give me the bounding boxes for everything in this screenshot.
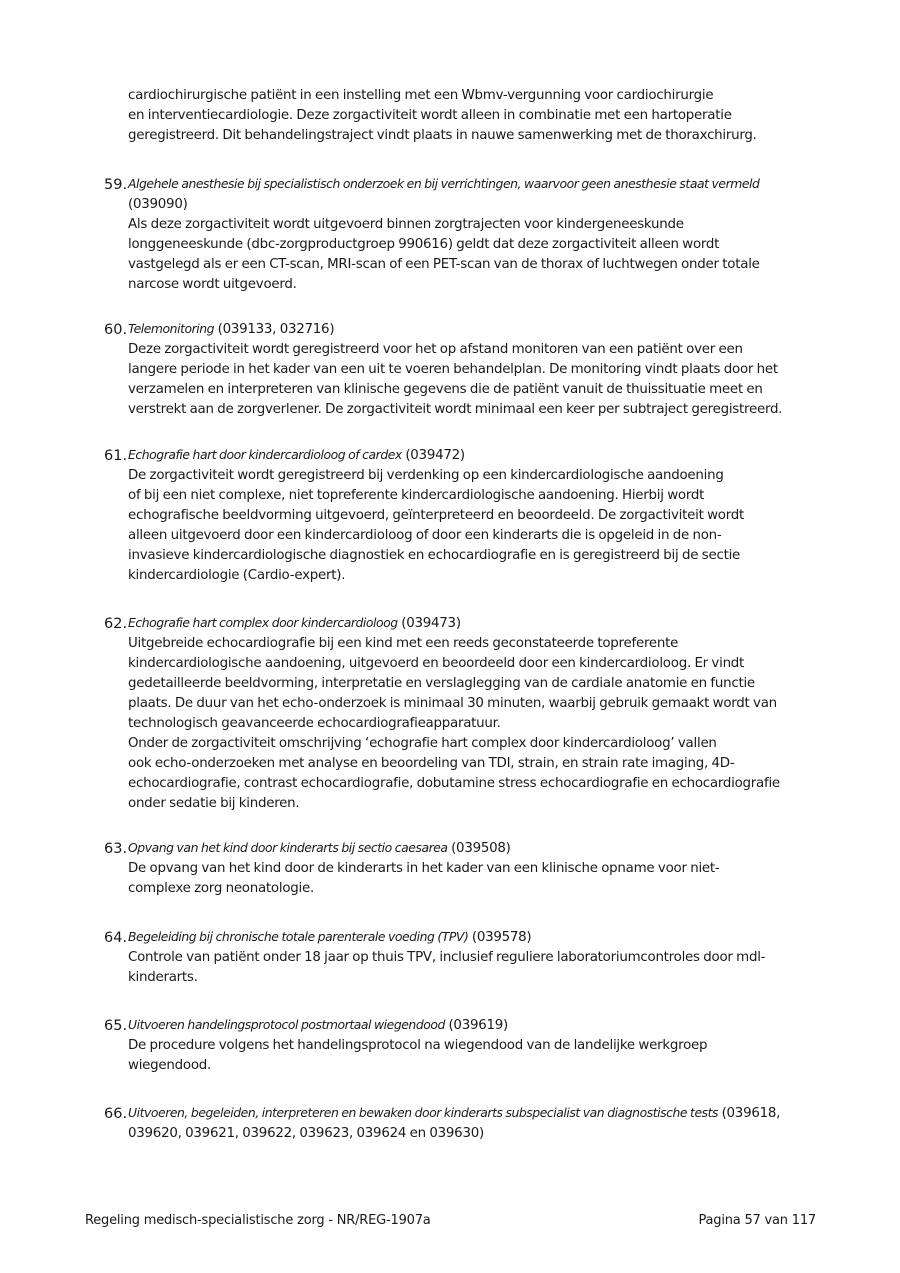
- item-text-line: De zorgactiviteit wordt geregistreerd bij verdenking op een kindercardiologische aandoening: [128, 468, 724, 483]
- intro-paragraph: [128, 86, 828, 146]
- item-code: (039133, 032716): [217, 322, 335, 337]
- item-text-line: gedetailleerde beeldvorming, interpretatie en verslaglegging van de cardiale anatomie en functie: [128, 676, 755, 691]
- item-text-line: kinderarts.: [128, 970, 198, 985]
- item-title: Uitvoeren, begeleiden, interpreteren en bewaken door kinderarts subspecialist van diagnostische tests: [128, 1105, 719, 1120]
- item-text-line: kindercardiologie (Cardio-expert).: [128, 568, 346, 583]
- list-item-59: [104, 174, 824, 295]
- item-number: 60.: [104, 322, 128, 338]
- item-code-continued: 039620, 039621, 039622, 039623, 039624 en 039630): [128, 1126, 484, 1141]
- item-title: Echografie hart complex door kindercardioloog: [128, 615, 398, 630]
- list-item-66: [104, 1103, 824, 1144]
- item-text-line: echocardiografie, contrast echocardiografie, dobutamine stress echocardiografie en echocardiografie: [128, 776, 780, 791]
- item-text-line: kindercardiologische aandoening, uitgevoerd en beoordeeld door een kindercardioloog. Er vindt: [128, 656, 745, 671]
- item-text-line: verstrekt aan de zorgverlener. De zorgactiviteit wordt minimaal een keer per subtraject geregistreerd.: [128, 402, 783, 417]
- item-text-line: ook echo-onderzoeken met analyse en beoordeling van TDI, strain, en strain rate imaging, 4D-: [128, 756, 735, 771]
- item-code: (039618,: [721, 1106, 781, 1121]
- item-number: 63.: [104, 841, 128, 857]
- item-code: (039473): [401, 616, 461, 631]
- item-text-line: Onder de zorgactiviteit omschrijving ‘echografie hart complex door kindercardioloog’ vallen: [128, 736, 717, 751]
- item-code: (039472): [405, 448, 465, 463]
- item-text-line: narcose wordt uitgevoerd.: [128, 277, 297, 292]
- item-number: 64.: [104, 930, 128, 946]
- item-title: Telemonitoring: [128, 321, 215, 336]
- item-text-line: longgeneeskunde (dbc-zorgproductgroep 990616) geldt dat deze zorgactiviteit alleen wordt: [128, 237, 720, 252]
- item-number: 62.: [104, 616, 128, 632]
- list-item-62: [104, 613, 824, 814]
- item-title: Algehele anesthesie bij specialistisch onderzoek en bij verrichtingen, waarvoor geen anesthesie staat vermeld: [128, 176, 760, 191]
- item-text-line: verzamelen en interpreteren van klinische gegevens die de patiënt vanuit de thuissituatie meet en: [128, 382, 763, 397]
- list-item-61: [104, 445, 824, 586]
- item-text-line: wiegendood.: [128, 1058, 212, 1073]
- item-title: Uitvoeren handelingsprotocol postmortaal wiegendood: [128, 1017, 445, 1032]
- item-code: (039090): [128, 197, 188, 212]
- list-item-64: [104, 927, 824, 988]
- item-text-line: echografische beeldvorming uitgevoerd, geïnterpreteerd en beoordeeld. De zorgactiviteit wordt: [128, 508, 745, 523]
- item-number: 65.: [104, 1018, 128, 1034]
- item-number: 59.: [104, 177, 128, 193]
- footer-document-title: Regeling medisch-specialistische zorg - NR/REG-1907a: [85, 1213, 431, 1228]
- item-title: Opvang van het kind door kinderarts bij sectio caesarea: [128, 840, 448, 855]
- item-text-line: of bij een niet complexe, niet topreferente kindercardiologische aandoening. Hierbij wordt: [128, 488, 705, 503]
- item-text-line: complexe zorg neonatologie.: [128, 881, 315, 896]
- item-text-line: invasieve kindercardiologische diagnostiek en echocardiografie en is geregistreerd bij de sectie: [128, 548, 741, 563]
- intro-line: en interventiecardiologie. Deze zorgactiviteit wordt alleen in combinatie met een hartoperatie: [128, 108, 732, 123]
- item-code: (039578): [471, 930, 532, 945]
- item-text-line: De procedure volgens het handelingsprotocol na wiegendood van de landelijke werkgroep: [128, 1038, 708, 1053]
- item-text-line: Uitgebreide echocardiografie bij een kind met een reeds geconstateerde topreferente: [128, 636, 679, 651]
- list-item-63: [104, 838, 824, 899]
- item-code: (039508): [451, 841, 511, 856]
- intro-line: cardiochirurgische patiënt in een instelling met een Wbmv-vergunning voor cardiochirurgie: [128, 88, 714, 103]
- item-number: 61.: [104, 448, 128, 464]
- item-title: Echografie hart door kindercardioloog of cardex: [128, 447, 402, 462]
- item-title: Begeleiding bij chronische totale parenterale voeding (TPV): [128, 929, 469, 944]
- item-text-line: plaats. De duur van het echo-onderzoek is minimaal 30 minuten, waarbij gebruik gemaakt wordt van: [128, 696, 777, 711]
- list-item-65: [104, 1015, 824, 1076]
- item-text-line: Deze zorgactiviteit wordt geregistreerd voor het op afstand monitoren van een patiënt over een: [128, 342, 743, 357]
- item-number: 66.: [104, 1106, 128, 1122]
- item-text-line: onder sedatie bij kinderen.: [128, 796, 300, 811]
- intro-line: geregistreerd. Dit behandelingstraject vindt plaats in nauwe samenwerking met de thoraxchirurg.: [128, 128, 757, 143]
- item-text-line: De opvang van het kind door de kinderarts in het kader van een klinische opname voor niet-: [128, 861, 720, 876]
- item-text-line: alleen uitgevoerd door een kindercardioloog of door een kinderarts die is opgeleid in de non-: [128, 528, 722, 543]
- item-text-line: vastgelegd als er een CT-scan, MRI-scan of een PET-scan van de thorax of luchtwegen onder totale: [128, 257, 760, 272]
- list-item-60: [104, 319, 824, 420]
- item-text-line: Controle van patiënt onder 18 jaar op thuis TPV, inclusief reguliere laboratoriumcontroles door mdl-: [128, 950, 766, 965]
- item-text-line: langere periode in het kader van een uit te voeren behandelplan. De monitoring vindt plaats door het: [128, 362, 778, 377]
- item-text-line: Als deze zorgactiviteit wordt uitgevoerd binnen zorgtrajecten voor kindergeneeskunde: [128, 217, 684, 232]
- item-text-line: technologisch geavanceerde echocardiografieapparatuur.: [128, 716, 501, 731]
- item-code: (039619): [448, 1018, 509, 1033]
- footer-page-number: Pagina 57 van 117: [698, 1213, 816, 1228]
